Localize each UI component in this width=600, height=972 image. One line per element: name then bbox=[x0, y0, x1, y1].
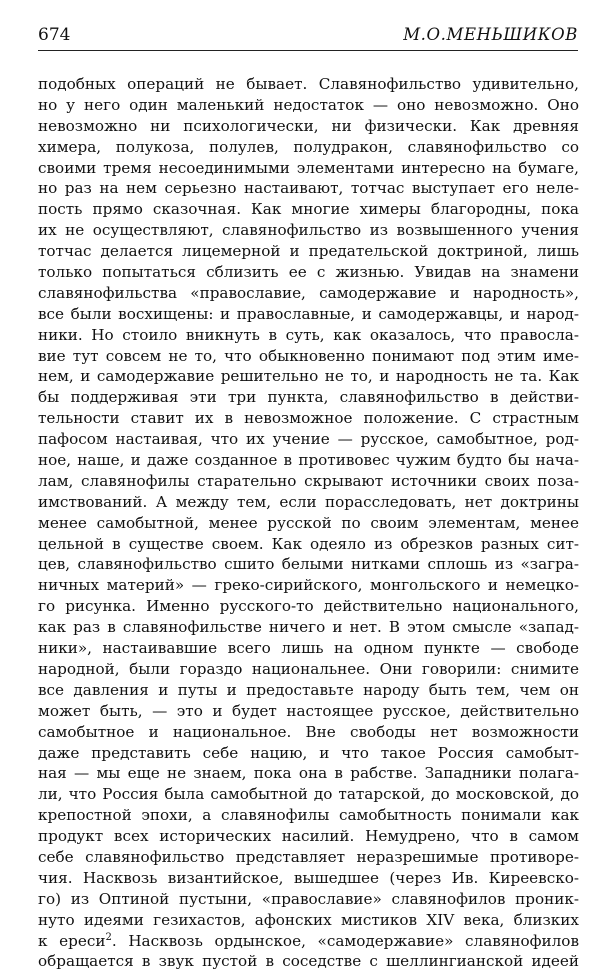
text-line: го) из Оптиной пустыни, «православие» славянофилов проник- bbox=[38, 889, 579, 908]
text-line: менее самобытной, менее русской по своим элементам, менее bbox=[38, 513, 579, 532]
text-line: вие тут совсем не то, что обыкновенно понимают под этим име- bbox=[38, 346, 579, 365]
text-line: все давления и путы и предоставьте народу быть тем, чем он bbox=[38, 680, 579, 699]
text-segment: . Насквозь ордынское, «самодержавие» славянофилов bbox=[111, 931, 579, 950]
text-line: ная — мы еще не знаем, пока она в рабстве. Западники полага- bbox=[38, 764, 579, 783]
text-line: может быть, — это и будет настоящее русское, действительно bbox=[38, 701, 579, 720]
text-line: но раз на нем серьезно настаивают, тотчас выступает его неле- bbox=[38, 179, 579, 198]
text-line: но у него один маленький недостаток — оно невозможно. Оно bbox=[38, 95, 579, 114]
text-line: ники. Но стоило вникнуть в суть, как оказалось, что правосла- bbox=[38, 325, 579, 344]
text-line: продукт всех исторических насилий. Немудрено, что в самом bbox=[38, 827, 579, 846]
text-line-with-footnote bbox=[38, 931, 579, 952]
page-header bbox=[38, 24, 578, 51]
text-line: цельной в существе своем. Как одеяло из обрезков разных сит- bbox=[38, 534, 579, 553]
text-line: их не осуществляют, славянофильство из возвышенного учения bbox=[38, 221, 579, 240]
text-line: только попытаться сблизить ее с жизнью. Увидав на знамени bbox=[38, 263, 579, 282]
text-line: своими тремя несоединимыми элементами интересно на бумаге, bbox=[38, 158, 579, 177]
text-line: химера, полукоза, полулев, полудракон, славянофильство со bbox=[38, 137, 579, 156]
text-line: славянофильства «православие, самодержавие и народность», bbox=[38, 283, 579, 302]
text-line: подобных операций не бывает. Славянофильство удивительно, bbox=[38, 75, 579, 93]
text-line: как раз в славянофильстве ничего и нет. В этом смысле «запад- bbox=[38, 618, 579, 637]
text-line: пафосом настаивая, что их учение — русское, самобытное, род- bbox=[38, 430, 579, 449]
text-line: ное, наше, и даже созданное в противовес чужим будто бы нача- bbox=[38, 451, 579, 470]
text-line: цев, славянофильство сшито белыми нитками сплошь из «загра- bbox=[38, 555, 579, 574]
text-line: нуто идеями гезихастов, афонских мистиков XIV века, близких bbox=[38, 910, 579, 929]
text-line: пость прямо сказочная. Как многие химеры благородны, пока bbox=[38, 200, 579, 219]
text-line: бы поддерживая эти три пункта, славянофильство в действи- bbox=[38, 388, 579, 407]
text-line: крепостной эпохи, а славянофилы самобытность понимали как bbox=[38, 806, 579, 825]
running-head-author: М.О.МЕНЬШИКОВ bbox=[403, 25, 578, 44]
text-line: чия. Насквозь византийское, вышедшее (через Ив. Киреевско- bbox=[38, 868, 579, 887]
text-line: го рисунка. Именно русского-то действительно национального, bbox=[38, 597, 579, 616]
page-number: 674 bbox=[38, 25, 71, 45]
text-line: ли, что Россия была самобытной до татарской, до московской, до bbox=[38, 785, 579, 804]
text-line: тотчас делается лицемерной и предательской доктриной, лишь bbox=[38, 242, 579, 261]
text-line: имствований. А между тем, если порасследовать, нет доктрины bbox=[38, 492, 579, 511]
body-text bbox=[38, 74, 579, 972]
text-line: народной, были гораздо национальнее. Они говорили: снимите bbox=[38, 659, 579, 678]
text-line: лам, славянофилы старательно скрывают источники своих поза- bbox=[38, 471, 579, 490]
text-line: даже представить себе нацию, и что такое Россия самобыт- bbox=[38, 743, 579, 762]
text-line: все были восхищены: и православные, и самодержавцы, и народ- bbox=[38, 304, 579, 323]
text-line: ничных материй» — греко-сирийского, монгольского и немецко- bbox=[38, 576, 579, 595]
text-line: себе славянофильство представляет неразрешимые противоре- bbox=[38, 847, 579, 866]
text-line: тельности ставит их в невозможное положение. С страстным bbox=[38, 409, 579, 428]
text-line: невозможно ни психологически, ни физически. Как древняя bbox=[38, 116, 579, 135]
text-segment: к ереси bbox=[38, 931, 106, 950]
text-line: обращается в звук пустой в соседстве с шеллингианской идеей bbox=[38, 952, 579, 971]
footnote-reference[interactable]: 2 bbox=[105, 931, 112, 943]
text-line: самобытное и национальное. Вне свободы нет возможности bbox=[38, 722, 579, 741]
text-line: ники», настаивавшие всего лишь на одном пункте — свободе bbox=[38, 639, 579, 658]
text-line: нем, и самодержавие решительно не то, и народность не та. Как bbox=[38, 367, 579, 386]
